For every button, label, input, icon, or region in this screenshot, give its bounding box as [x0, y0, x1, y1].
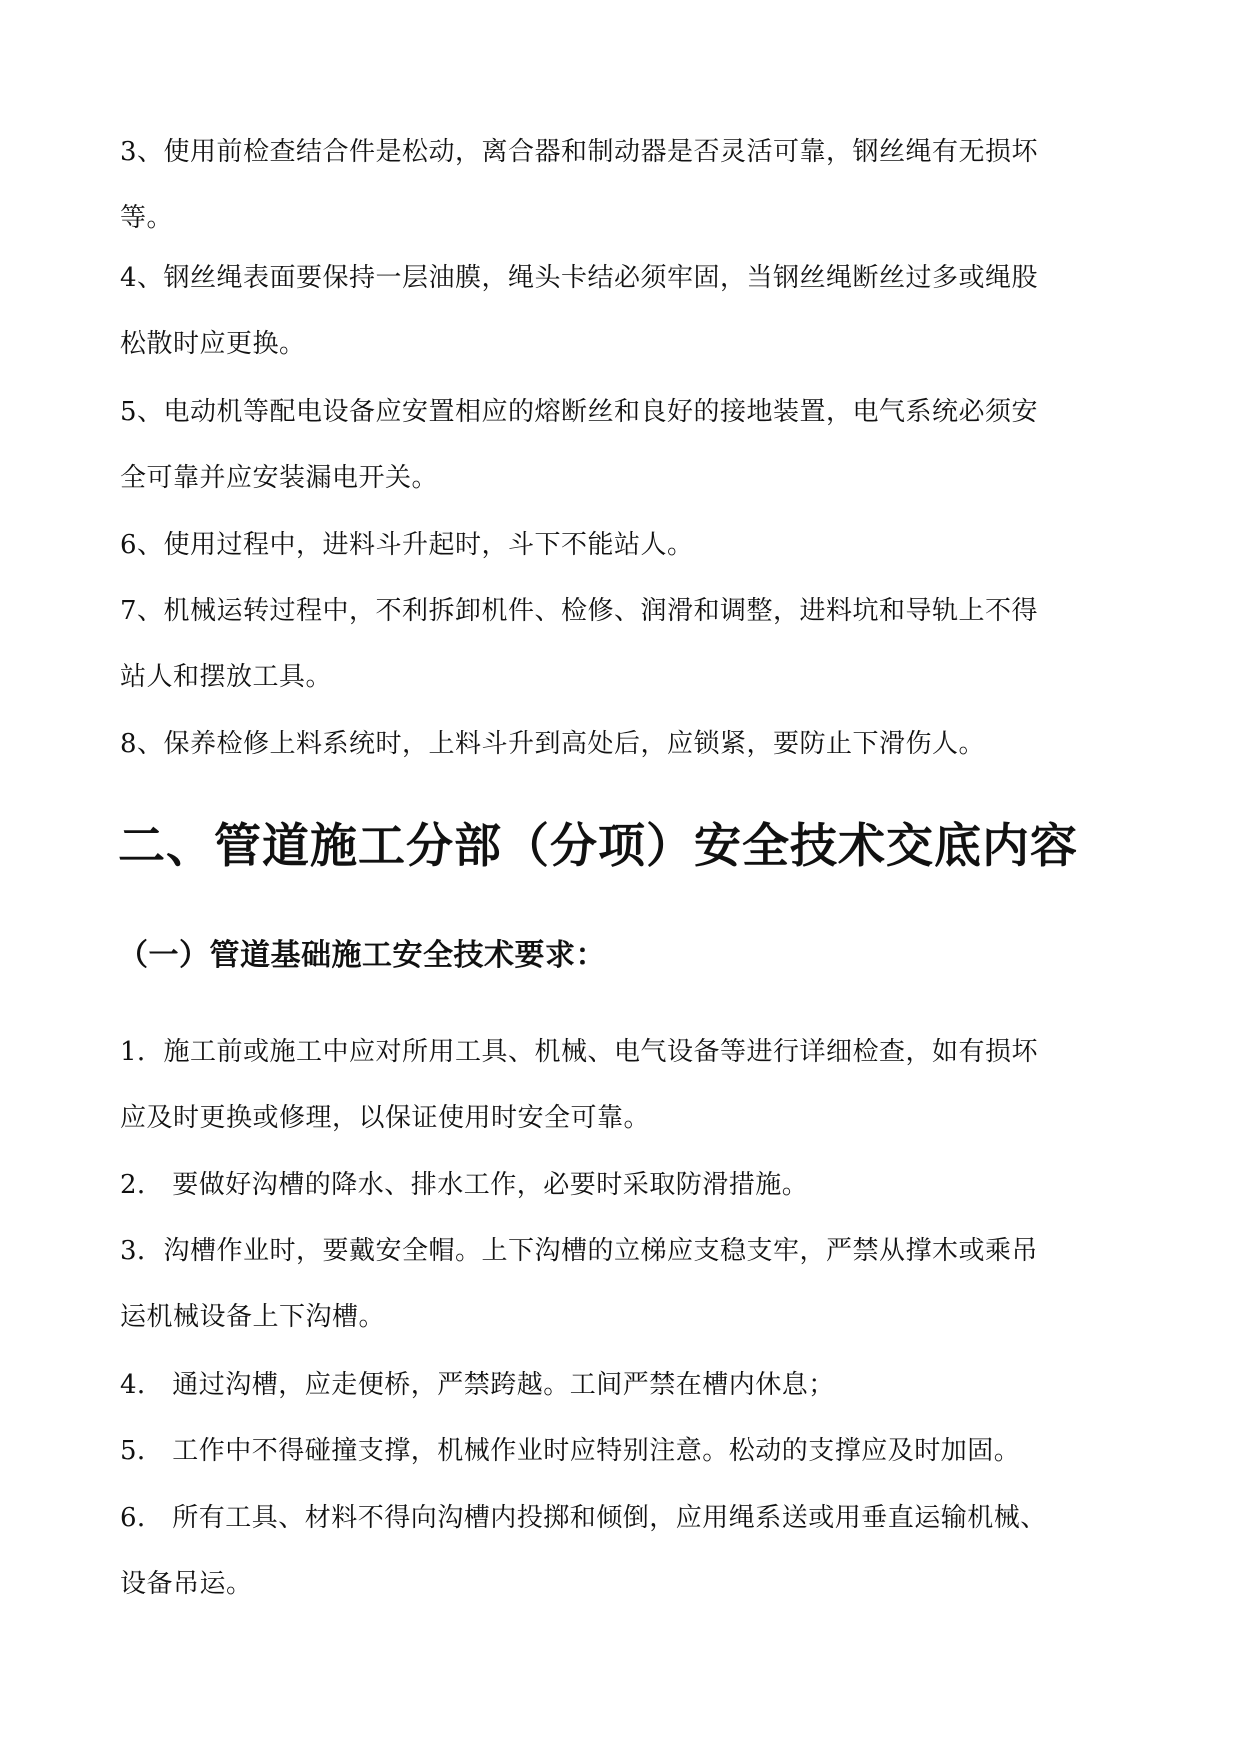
- requirement-4-line-1: 4． 通过沟槽，应走便桥，严禁跨越。工间严禁在槽内休息；: [120, 1370, 835, 1400]
- item-7-line-2: 站人和摆放工具。: [120, 662, 333, 692]
- requirement-2-line-1: 2． 要做好沟槽的降水、排水工作，必要时采取防滑措施。: [120, 1170, 809, 1200]
- requirement-5-line-1: 5． 工作中不得碰撞支撑，机械作业时应特别注意。松动的支撑应及时加固。: [120, 1436, 1021, 1466]
- requirement-6-line-1: 6． 所有工具、材料不得向沟槽内投掷和倾倒，应用绳系送或用垂直运输机械、: [120, 1503, 1047, 1533]
- item-4-line-2: 松散时应更换。: [120, 329, 306, 359]
- requirement-3-line-1: 3．沟槽作业时，要戴安全帽。上下沟槽的立梯应支稳支牢，严禁从撑木或乘吊: [120, 1236, 1039, 1266]
- requirement-1-line-2: 应及时更换或修理，以保证使用时安全可靠。: [120, 1103, 651, 1133]
- item-6-line-1: 6、使用过程中，进料斗升起时，斗下不能站人。: [120, 530, 694, 560]
- subsection-heading: （一）管道基础施工安全技术要求：: [118, 938, 606, 973]
- requirement-6-line-2: 设备吊运。: [120, 1569, 253, 1599]
- item-5-line-2: 全可靠并应安装漏电开关。: [120, 463, 439, 493]
- item-5-line-1: 5、电动机等配电设备应安置相应的熔断丝和良好的接地装置，电气系统必须安: [120, 397, 1039, 427]
- requirement-1-line-1: 1．施工前或施工中应对所用工具、机械、电气设备等进行详细检查，如有损坏: [120, 1037, 1039, 1067]
- item-4-line-1: 4、钢丝绳表面要保持一层油膜，绳头卡结必须牢固，当钢丝绳断丝过多或绳股: [120, 263, 1039, 293]
- item-7-line-1: 7、机械运转过程中，不利拆卸机件、检修、润滑和调整，进料坑和导轨上不得: [120, 596, 1039, 626]
- item-3-line-2: 等。: [120, 203, 174, 233]
- item-3-line-1: 3、使用前检查结合件是松动，离合器和制动器是否灵活可靠，钢丝绳有无损坏: [120, 137, 1039, 167]
- requirement-3-line-2: 运机械设备上下沟槽。: [120, 1302, 386, 1332]
- item-8-line-1: 8、保养检修上料系统时，上料斗升到高处后，应锁紧，要防止下滑伤人。: [120, 729, 986, 759]
- section-heading: 二、管道施工分部（分项）安全技术交底内容: [118, 819, 1078, 874]
